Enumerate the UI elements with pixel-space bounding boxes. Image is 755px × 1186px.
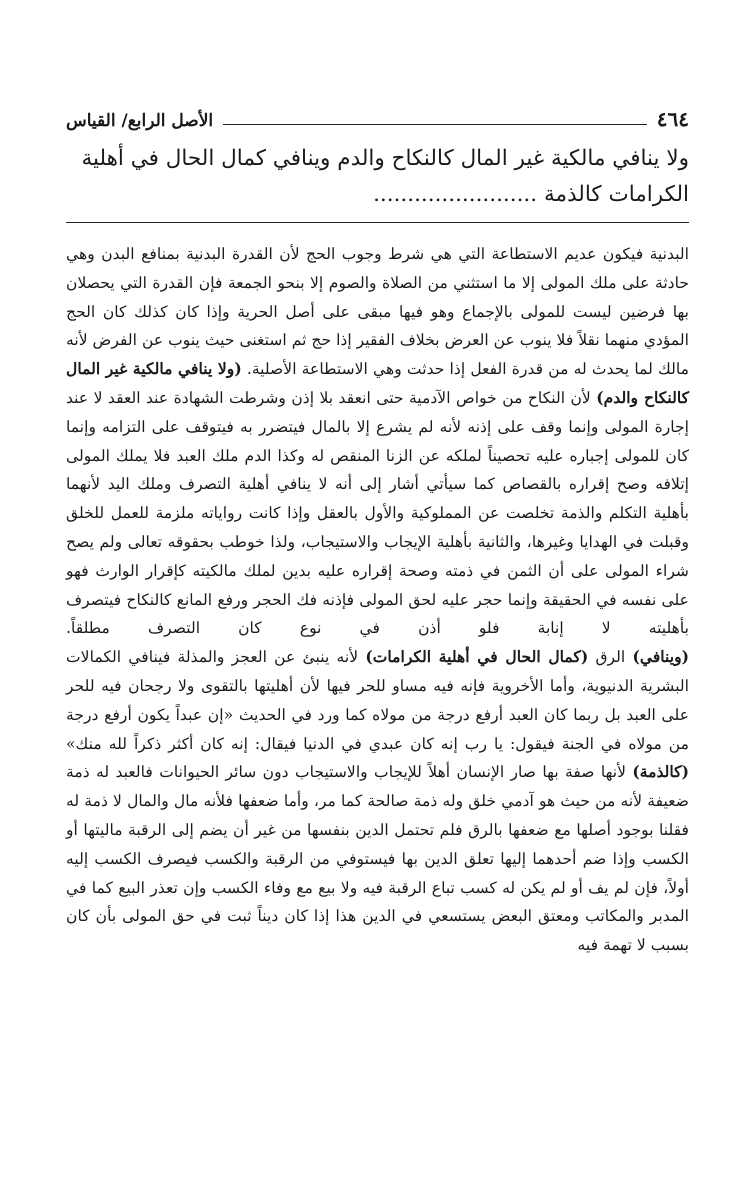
quoted-matn-segment: (وينافي) bbox=[632, 647, 689, 667]
commentary-paragraph-1 bbox=[66, 240, 689, 643]
matn-line-2-text: الكرامات كالذمة bbox=[543, 182, 689, 207]
quoted-matn-segment: (كمال الحال في أهلية الكرامات) bbox=[365, 647, 589, 667]
commentary-segment: البدنية فيكون عديم الاستطاعة التي هي شرط وجوب الحج لأن القدرة البدنية بمنافع البدن وهي حادثة على ملك المولى إلا ما استثني من الصلاة والصوم إلا بنحو الجمعة فإن القدرة التي يحصلان بها فرضين ليست للمولى بالإجماع وهو فيها مبقى على أصل الحرية وإذا كان كذلك كان الحج المؤدي منهما نقلاً فلا ينوب عن العرض بخلاف الفقير إذا حج ثم استغنى حيث ينوب عن الفرض لأنه مالك لما يحدث له من قدرة الفعل إذا حدثت وهي الاستطاعة الأصلية. bbox=[66, 245, 689, 379]
matn-text bbox=[66, 141, 689, 213]
quoted-matn-segment: (كالذمة) bbox=[632, 762, 689, 782]
commentary-segment: الرق bbox=[588, 648, 633, 667]
commentary-segment: لأنها صفة بها صار الإنسان أهلاً للإيجاب والاستيجاب دون سائر الحيوانات فالعبد له ذمة ضعيفة لأنه من حيث هو آدمي خلق وله ذمة صالحة كما مر، وأما ضعفها فلأنه مال والمال لا ذمة له فقلنا بوجود أصلها مع ضعفها بالرق فلم تحتمل الدين بنفسها من غير أن يضم إلى الرقبة ماليتها أو الكسب وإذا ضم أحدهما إليها تعلق الدين بها فيستوفي من الرقبة والكسب فيصرف الكسب إليه أولاً، فإن لم يف أو لم يكن له كسب تباع الرقبة فيه ولا بيع مع وفاء الكسب وإن تعذر البيع كما في المدبر والمكاتب ومعتق البعض يستسعي في الدين هذا إذا كان ديناً ثبت في حق المولى بأن كان بسبب لا تهمة فيه bbox=[66, 763, 689, 955]
quoted-matn-segment: (ولا ينافي مالكية غير المال كالنكاح والدم) bbox=[66, 359, 690, 407]
matn-line-2 bbox=[66, 177, 689, 213]
page-header bbox=[66, 97, 689, 131]
running-title: الأصل الرابع/ القياس bbox=[66, 111, 214, 131]
matn-dots: ........................ bbox=[373, 182, 538, 207]
matn-line-1: ولا ينافي مالكية غير المال كالنكاح والدم وينافي كمال الحال في أهلية bbox=[81, 146, 689, 171]
page-number: ٤٦٤ bbox=[656, 107, 689, 131]
commentary-segment: لأن النكاح من خواص الآدمية حتى انعقد بلا إذن وشرطت الشهادة عند العقد لا عند إجارة المولى وإنما وقف على إذنه لأنه لم يشرع إلا بالمال فيتضرر به فيتوقف على التزامه وإنما كان للمولى إجباره عليه تحصيناً لملكه عن الزنا المنقص له وكذا الدم ملك العبد فلا يملك المولى إتلافه وصح إقراره بالقصاص كما سيأتي أشار إلى أنه لا ينافي أهلية التصرف وملك اليد لأنهما بأهلية التكلم والذمة تخلصت عن المملوكية والأول بالعقل وإذا كانت رواياته ملزمة للعمل للخلق وقبلت في الهدايا وغيرها، والثانية بأهلية الإيجاب والاستيجاب، ولذا خوطب بحقوقه تعالى ولم يصح شراء المولى على أن الثمن في ذمته وصحة إقراره عليه بدين لملك مالكيته كإقرار الوارث فهو على نفسه في الحقيقة وإنما حجر عليه لحق المولى فإذنه فك الحجر ورفع المانع كالنكاح فيتصرف بأهليته لا إنابة فلو أذن في نوع كان التصرف مطلقاً. bbox=[66, 388, 689, 638]
commentary-segment: لأنه ينبئ عن العجز والمذلة فينافي الكمالات البشرية الدنيوية، وأما الأخروية فإنه فيه مساو للحر فيها لأن أهليتها بالتقوى ولا رجحان فيه للحر على العبد بل ربما كان العبد أرفع درجة من مولاه كما ورد في الحديث «إن عبداً يكون أرفع درجة من مولاه في الجنة فيقول: يا رب إنه كان عبدي في الدنيا فيقال: إنه كان أكثر ذكراً لله منك» bbox=[66, 648, 689, 753]
header-rule bbox=[223, 124, 647, 125]
section-divider bbox=[66, 222, 689, 223]
commentary-paragraph-2 bbox=[66, 643, 689, 960]
commentary-text bbox=[66, 240, 689, 960]
